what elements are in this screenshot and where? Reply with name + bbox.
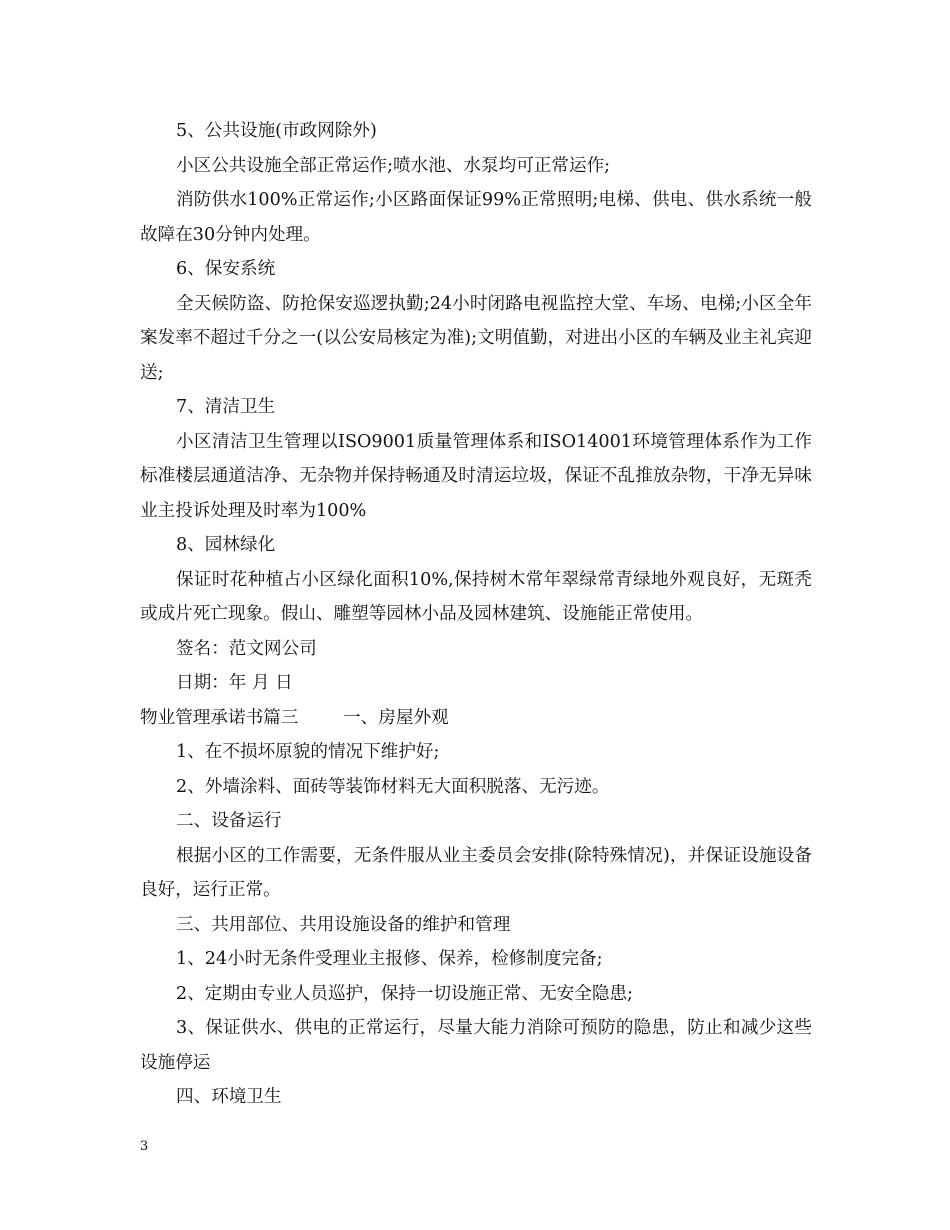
section-heading-equipment-operation: 二、设备运行 [176,811,282,831]
page-number: 3 [140,1139,149,1154]
signature-line: 签名：范文网公司 [176,638,317,659]
section-heading-shared-facilities: 三、共用部位、共用设施设备的维护和管理 [176,914,511,935]
paragraph: 保证时花种植占小区绿化面积10%,保持树木常年翠绿常青绿地外观良好，无斑秃或成片死亡现象。假山、雕塑等园林小品及园林建筑、设施能正常使用。 [140,569,812,624]
document-body [140,114,812,1115]
paragraph: 1、在不损坏原貌的情况下维护好; [176,742,440,762]
date-line: 日期：年 月 日 [176,673,293,693]
section-heading-cleaning: 7、清洁卫生 [176,397,276,417]
section-heading-environment-hygiene: 四、环境卫生 [176,1087,282,1107]
section-heading-public-facilities: 5、公共设施(市政网除外) [176,121,377,141]
section-heading-security-system: 6、保安系统 [176,259,276,279]
paragraph: 小区公共设施全部正常运作;喷水池、水泵均可正常运作; [176,155,611,176]
paragraph: 3、保证供水、供电的正常运行，尽量大能力消除可预防的隐患，防止和减少这些设施停运 [140,1018,812,1073]
paragraph: 全天候防盗、防抢保安巡逻执勤;24小时闭路电视监控大堂、车场、电梯;小区全年案发率不超过千分之一(以公安局核定为准);文明值勤，对进出小区的车辆及业主礼宾迎送; [140,293,812,383]
document-section-title: 物业管理承诺书篇三 一、房屋外观 [140,707,449,728]
paragraph: 小区清洁卫生管理以ISO9001质量管理体系和ISO14001环境管理体系作为工作标准楼层通道洁净、无杂物并保持畅通及时清运垃圾，保证不乱推放杂物，干净无异味业主投诉处理及时率为100% [140,431,812,521]
paragraph: 1、24小时无条件受理业主报修、保养，检修制度完备; [176,949,603,969]
paragraph: 2、定期由专业人员巡护，保持一切设施正常、无安全隐患; [176,983,633,1004]
paragraph: 消防供水100%正常运作;小区路面保证99%正常照明;电梯、供电、供水系统一般故障在30分钟内处理。 [140,190,812,245]
paragraph: 根据小区的工作需要，无条件服从业主委员会安排(除特殊情况)，并保证设施设备良好，运行正常。 [140,845,812,900]
section-heading-landscaping: 8、园林绿化 [176,535,276,555]
paragraph: 2、外墙涂料、面砖等装饰材料无大面积脱落、无污迹。 [176,776,610,797]
